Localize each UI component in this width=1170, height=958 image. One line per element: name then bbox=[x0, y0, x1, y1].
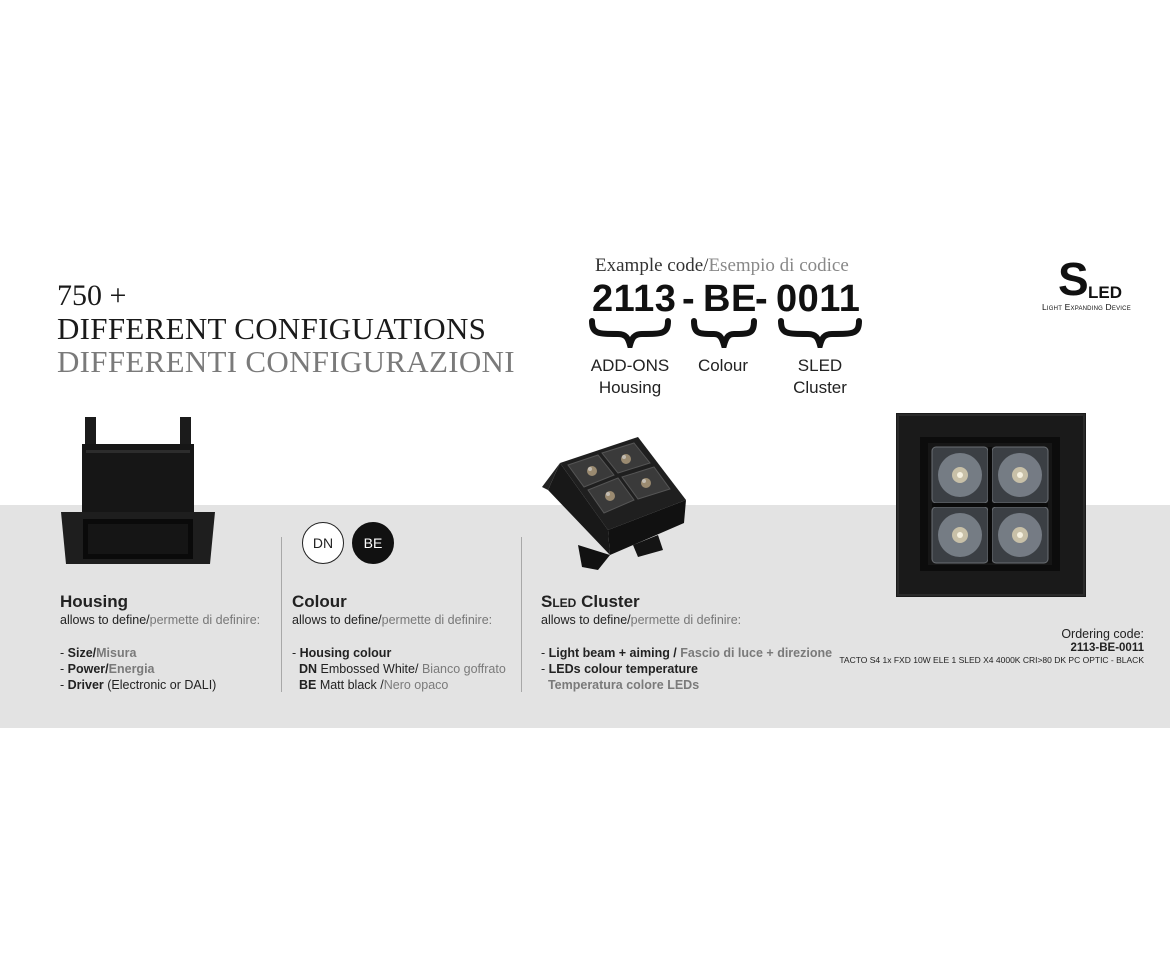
list-item bbox=[292, 661, 506, 677]
list-item: - Size/Misura bbox=[60, 646, 137, 660]
housing-item3-bold: Driver bbox=[67, 678, 104, 692]
colour-sub-en: allows to define bbox=[292, 613, 379, 627]
code-label-sled-line2: Cluster bbox=[793, 378, 847, 397]
list-item: - Light beam + aiming / Fascio di luce + direzione bbox=[541, 646, 833, 660]
cluster-subtitle bbox=[541, 613, 741, 627]
cluster-sub-sep: / bbox=[627, 613, 631, 627]
colour-sub-sep: / bbox=[378, 613, 382, 627]
example-separator: / bbox=[703, 255, 709, 276]
list-item bbox=[292, 677, 506, 693]
housing-item1-gray: Misura bbox=[96, 646, 137, 660]
ordering-code-value: 2113-BE-0011 bbox=[1070, 642, 1144, 654]
housing-item1-bold: Size/ bbox=[67, 646, 97, 660]
housing-sub-sep: / bbox=[146, 613, 150, 627]
code-part-addons: 2113 bbox=[592, 278, 677, 320]
product-front-image bbox=[896, 413, 1086, 597]
code-label-sled bbox=[775, 355, 865, 399]
housing-sub-it: permette di definire: bbox=[149, 613, 261, 627]
list-item bbox=[541, 677, 832, 693]
cluster-title-rest: Cluster bbox=[581, 592, 640, 611]
cluster-item2-bold: LEDs colour temperature bbox=[548, 662, 698, 676]
housing-sub-en: allows to define bbox=[60, 613, 147, 627]
swatch-be: BE bbox=[352, 522, 394, 564]
code-dash-2: - bbox=[755, 278, 769, 320]
colour-item1-bold: Housing colour bbox=[299, 646, 392, 660]
code-part-sled: 0011 bbox=[776, 278, 861, 320]
cluster-title-led: LED bbox=[552, 596, 577, 610]
cluster-sub-en: allows to define bbox=[541, 613, 628, 627]
colour-item3-code: BE bbox=[298, 678, 317, 692]
list-item: - Power/Energia bbox=[60, 662, 155, 676]
housing-item3-rest: (Electronic or DALI) bbox=[107, 678, 217, 692]
colour-title: Colour bbox=[292, 592, 347, 611]
ordering-code bbox=[839, 627, 1144, 665]
sled-logo-subtitle: Light Expanding Device bbox=[1042, 302, 1131, 312]
cluster-sub-it: permette di definire: bbox=[630, 613, 742, 627]
cluster-item2-gray: Temperatura colore LEDs bbox=[547, 678, 700, 692]
code-dash-1: - bbox=[682, 278, 696, 320]
example-label-it: Esempio di codice bbox=[708, 255, 849, 276]
colour-list bbox=[292, 645, 506, 693]
code-label-colour: Colour bbox=[697, 356, 749, 375]
code-label-addons bbox=[585, 355, 675, 399]
cluster-list bbox=[541, 645, 832, 693]
headline-italian: DIFFERENTI CONFIGURAZIONI bbox=[57, 344, 515, 379]
list-item: - Driver (Electronic or DALI) bbox=[60, 678, 217, 692]
colour-item3-text: Matt black / bbox=[319, 678, 384, 692]
colour-item3-gray: Nero opaco bbox=[383, 678, 449, 692]
housing-list bbox=[60, 645, 216, 693]
list-item: - LEDs colour temperature bbox=[541, 662, 698, 676]
cluster-item1-gray: Fascio di luce + direzione bbox=[680, 646, 833, 660]
housing-product-image bbox=[58, 414, 218, 566]
brace-sled-icon bbox=[777, 318, 863, 348]
headline-count: 750 + bbox=[57, 279, 127, 312]
colour-item2-gray: Bianco goffrato bbox=[421, 662, 506, 676]
code-label-addons-line1: ADD-ONS bbox=[590, 356, 670, 375]
cluster-item1-bold: Light beam + aiming / bbox=[548, 646, 677, 660]
headline-english: DIFFERENT CONFIGUATIONS bbox=[57, 311, 487, 346]
example-code-label bbox=[595, 255, 849, 277]
code-label-addons-line2: Housing bbox=[598, 378, 662, 397]
housing-item2-gray: Energia bbox=[108, 662, 155, 676]
list-item: - Housing colour bbox=[292, 646, 392, 660]
colour-item2-text: Embossed White/ bbox=[320, 662, 419, 676]
swatch-dn: DN bbox=[302, 522, 344, 564]
sled-cluster-image bbox=[538, 435, 688, 575]
sled-logo-led: LED bbox=[1088, 283, 1122, 302]
cluster-title-s: S bbox=[541, 592, 553, 611]
cluster-title bbox=[541, 592, 640, 612]
ordering-code-description: TACTO S4 1x FXD 10W ELE 1 SLED X4 4000K CRI>80 DK PC OPTIC - BLACK bbox=[839, 655, 1144, 665]
colour-sub-it: permette di definire: bbox=[381, 613, 493, 627]
brace-addons-icon bbox=[588, 318, 672, 348]
housing-item2-bold: Power/ bbox=[67, 662, 109, 676]
brace-colour-icon bbox=[690, 318, 758, 348]
code-label-sled-line1: SLED bbox=[797, 356, 843, 375]
colour-subtitle bbox=[292, 613, 492, 627]
ordering-code-label: Ordering code: bbox=[1061, 627, 1144, 641]
divider-1 bbox=[281, 537, 282, 692]
housing-subtitle bbox=[60, 613, 260, 627]
divider-2 bbox=[521, 537, 522, 692]
example-label-en: Example code bbox=[595, 255, 704, 276]
colour-item2-code: DN bbox=[298, 662, 318, 676]
code-part-colour: BE bbox=[703, 278, 757, 320]
housing-title: Housing bbox=[60, 592, 128, 611]
sled-logo-s: S bbox=[1058, 253, 1089, 305]
